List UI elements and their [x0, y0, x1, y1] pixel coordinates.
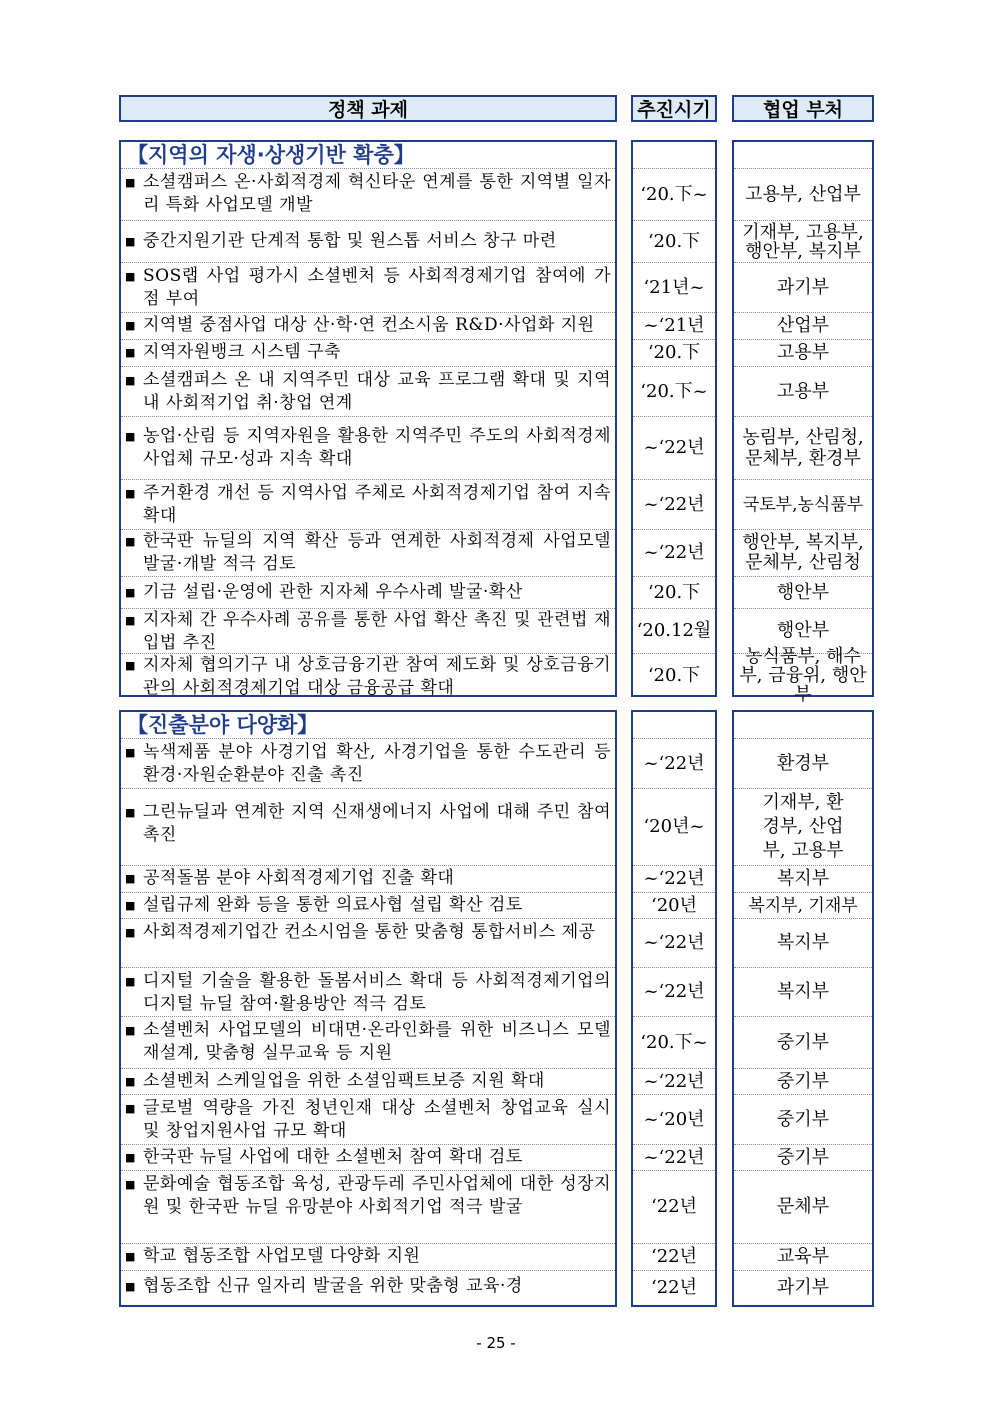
dept-cell — [734, 480, 872, 530]
dept-cell — [734, 340, 872, 367]
task-text: 기금 설립·운영에 관한 지자체 우수사례 발굴·확산 — [143, 582, 523, 602]
table-row — [121, 739, 615, 789]
dept-text: 고용부 — [776, 380, 830, 402]
timing-text: ~‘22년 — [643, 752, 705, 774]
dept-text: 중기부 — [776, 1108, 830, 1130]
bullet-icon: ■ — [125, 1250, 136, 1263]
bullet-icon: ■ — [125, 487, 136, 500]
task-text: 협동조합 신규 일자리 발굴을 위한 맞춤형 교육·경 — [143, 1276, 523, 1296]
page-number: - 25 - — [476, 1334, 516, 1352]
section-2-dept-column — [732, 710, 874, 1307]
dept-text: 중기부 — [776, 1031, 830, 1053]
section-1-dept-column — [732, 140, 874, 705]
blank-cell — [633, 142, 715, 169]
task-text: 지역별 중점사업 대상 산·학·연 컨소시움 R&D·사업화 지원 — [143, 315, 595, 335]
table-row — [121, 221, 615, 263]
table-row — [121, 367, 615, 417]
bullet-icon: ■ — [125, 235, 136, 248]
task-text: 소셜캠퍼스 온·사회적경제 혁신타운 연계를 통한 지역별 일자리 특화 사업모델 개발 — [143, 172, 611, 215]
dept-text: 복지부 — [776, 932, 830, 953]
bullet-icon: ■ — [125, 319, 136, 332]
bullet-icon: ■ — [125, 586, 136, 599]
bullet-icon: ■ — [125, 899, 136, 912]
timing-cell — [633, 1171, 715, 1244]
dept-text: 행안부 — [776, 620, 830, 641]
bullet-icon: ■ — [125, 975, 136, 988]
dept-text: 교육부 — [776, 1246, 830, 1267]
task-text: 공적돌봄 분야 사회적경제기업 진출 확대 — [143, 868, 455, 888]
timing-text: ‘20년 — [650, 894, 697, 916]
dept-cell — [734, 1069, 872, 1095]
bullet-icon: ■ — [125, 374, 136, 387]
dept-text: 문체부 — [776, 1196, 830, 1217]
timing-text: ~‘22년 — [643, 1070, 705, 1092]
task-text: 한국판 뉴딜 사업에 대한 소셜벤처 참여 확대 검토 — [143, 1147, 523, 1167]
bullet-icon: ■ — [125, 1280, 136, 1293]
bullet-icon: ■ — [125, 1151, 136, 1164]
bullet-icon: ■ — [125, 614, 136, 627]
dept-cell — [734, 1244, 872, 1271]
timing-cell — [633, 480, 715, 530]
dept-cell — [734, 313, 872, 340]
blank-cell — [734, 142, 872, 169]
table-row — [121, 480, 615, 530]
task-text: 학교 협동조합 사업모델 다양화 지원 — [143, 1246, 421, 1266]
timing-cell — [633, 169, 715, 221]
table-row — [121, 654, 615, 697]
dept-cell — [734, 1171, 872, 1244]
task-text: 사회적경제기업간 컨소시엄을 통한 맞춤형 통합서비스 제공 — [143, 922, 596, 942]
task-text: 지자체 간 우수사례 공유를 통한 사업 확산 촉진 및 관련법 재입법 추진 — [143, 610, 611, 653]
dept-cell — [734, 866, 872, 893]
dept-text: 복지부, 기재부 — [748, 895, 858, 916]
bullet-icon: ■ — [125, 270, 136, 283]
timing-cell — [633, 1244, 715, 1271]
table-row — [121, 1244, 615, 1271]
bullet-icon: ■ — [125, 806, 136, 819]
dept-text: 과기부 — [776, 1277, 830, 1298]
timing-cell — [633, 417, 715, 480]
bullet-icon: ■ — [125, 1102, 136, 1115]
dept-cell — [734, 919, 872, 968]
section-title: 【지역의 자생·상생기반 확충】 — [121, 142, 615, 169]
timing-text: ‘22년 — [650, 1196, 697, 1217]
timing-cell — [633, 919, 715, 968]
timing-cell — [633, 340, 715, 367]
bullet-icon: ■ — [125, 430, 136, 443]
timing-cell — [633, 313, 715, 340]
timing-text: ~‘22년 — [643, 932, 705, 953]
timing-cell — [633, 1017, 715, 1069]
timing-cell — [633, 530, 715, 577]
timing-text: ‘20.下~ — [640, 183, 708, 205]
dept-cell — [734, 367, 872, 417]
timing-text: ~‘22년 — [643, 981, 705, 1002]
timing-cell — [633, 221, 715, 263]
header-timing: 추진시기 — [631, 95, 717, 122]
table-row — [121, 893, 615, 919]
bullet-icon: ■ — [125, 926, 136, 939]
dept-cell — [734, 263, 872, 313]
task-text: 한국판 뉴딜의 지역 확산 등과 연계한 사회적경제 사업모델 발굴·개발 적극 검토 — [143, 531, 611, 574]
dept-cell — [734, 1271, 872, 1305]
dept-cell — [734, 417, 872, 480]
timing-cell — [633, 1095, 715, 1145]
table-row — [121, 417, 615, 480]
dept-cell — [734, 530, 872, 577]
timing-text: ‘22년 — [650, 1277, 697, 1298]
timing-text: ~‘21년 — [643, 315, 705, 336]
blank-cell — [734, 712, 872, 739]
section-2-task-column — [119, 710, 617, 1307]
timing-text: ~‘22년 — [643, 1146, 705, 1168]
timing-cell — [633, 1271, 715, 1305]
table-row — [121, 169, 615, 221]
timing-text: ‘20.下~ — [640, 1031, 708, 1053]
task-text: 그린뉴딜과 연계한 지역 신재생에너지 사업에 대해 주민 참여 촉진 — [143, 802, 611, 845]
table-row — [121, 1271, 615, 1305]
bullet-icon: ■ — [125, 1024, 136, 1037]
table-row — [121, 1017, 615, 1069]
bullet-icon: ■ — [125, 746, 136, 759]
dept-text: 환경부 — [776, 752, 830, 774]
timing-text: ~‘22년 — [643, 437, 705, 458]
task-text: SOS랩 사업 평가시 소셜벤처 등 사회적경제기업 참여에 가점 부여 — [143, 266, 611, 309]
dept-cell — [734, 646, 872, 705]
timing-text: ~‘22년 — [643, 868, 705, 889]
timing-cell — [633, 609, 715, 654]
bullet-icon: ■ — [125, 346, 136, 359]
timing-cell — [633, 367, 715, 417]
dept-text: 과기부 — [776, 276, 830, 298]
timing-cell — [633, 968, 715, 1017]
task-text: 녹색제품 분야 사경기업 확산, 사경기업을 통한 수도관리 등 환경·자원순환분야 진출 촉진 — [143, 742, 611, 785]
section-1-timing-column — [631, 140, 717, 697]
timing-text: ‘21년~ — [643, 276, 705, 298]
timing-text: ~‘22년 — [643, 542, 705, 563]
bullet-icon: ■ — [125, 535, 136, 548]
table-row — [121, 1095, 615, 1145]
bullet-icon: ■ — [125, 1178, 136, 1191]
dept-text: 중기부 — [776, 1070, 830, 1092]
dept-cell — [734, 968, 872, 1017]
task-text: 디지털 기술을 활용한 돌봄서비스 확대 등 사회적경제기업의 디지털 뉴딜 참여·활용방안 적극 검토 — [143, 971, 611, 1014]
timing-cell — [633, 739, 715, 789]
table-row — [121, 1145, 615, 1171]
table-row — [121, 577, 615, 609]
task-text: 소셜캠퍼스 온 내 지역주민 대상 교육 프로그램 확대 및 지역 내 사회적기업 취·창업 연계 — [143, 370, 611, 413]
task-text: 글로벌 역량을 가진 청년인재 대상 소셜벤처 창업교육 실시 및 창업지원사업 규모 확대 — [143, 1098, 611, 1141]
dept-text: 농식품부, 해수부, 금융위, 행안부 — [739, 646, 867, 705]
dept-text: 중기부 — [776, 1146, 830, 1168]
table-row — [121, 789, 615, 866]
dept-cell — [734, 169, 872, 221]
dept-text: 복지부 — [776, 868, 830, 889]
task-text: 농업·산림 등 지역자원을 활용한 지역주민 주도의 사회적경제 사업체 규모·성과 지속 확대 — [143, 426, 611, 469]
dept-cell — [734, 1017, 872, 1069]
dept-text: 농림부, 산림청, 문체부, 환경부 — [742, 427, 864, 469]
timing-cell — [633, 263, 715, 313]
dept-text: 산업부 — [776, 315, 830, 336]
bullet-icon: ■ — [125, 1075, 136, 1088]
dept-cell — [734, 1145, 872, 1171]
timing-text: ‘22년 — [650, 1246, 697, 1267]
timing-cell — [633, 789, 715, 866]
dept-text: 고용부, 산업부 — [745, 183, 861, 205]
table-row — [121, 919, 615, 968]
dept-cell — [734, 1095, 872, 1145]
dept-text: 복지부 — [776, 981, 830, 1002]
section-1-task-column — [119, 140, 617, 697]
dept-text: 행안부 — [776, 581, 830, 603]
table-row — [121, 530, 615, 577]
header-task: 정책 과제 — [119, 95, 617, 122]
timing-text: ‘20년~ — [643, 816, 705, 837]
timing-text: ~‘22년 — [643, 493, 705, 515]
task-text: 주거환경 개선 등 지역사업 주체로 사회적경제기업 참여 지속 확대 — [143, 483, 611, 526]
table-row — [121, 340, 615, 367]
bullet-icon: ■ — [125, 176, 136, 189]
table-row — [121, 313, 615, 340]
timing-cell — [633, 866, 715, 893]
table-row — [121, 609, 615, 654]
task-text: 설립규제 완화 등을 통한 의료사협 설립 확산 검토 — [143, 895, 523, 915]
dept-text: 행안부, 복지부, 문체부, 산림청 — [742, 532, 864, 573]
dept-cell — [734, 221, 872, 263]
table-row — [121, 866, 615, 893]
dept-text: 기재부, 고용부, 행안부, 복지부 — [742, 221, 864, 262]
timing-cell — [633, 893, 715, 919]
task-text: 소셜벤처 사업모델의 비대면·온라인화를 위한 비즈니스 모델 재설계, 맞춤형 실무교육 등 지원 — [143, 1020, 611, 1063]
task-text: 소셜벤처 스케일업을 위한 소셜임팩트보증 지원 확대 — [143, 1071, 545, 1091]
blank-cell — [633, 712, 715, 739]
timing-text: ‘20.12월 — [636, 620, 712, 641]
timing-text: ‘20.下 — [647, 664, 701, 686]
section-2-timing-column — [631, 710, 717, 1307]
table-row — [121, 1171, 615, 1244]
task-text: 문화예술 협동조합 육성, 관광두레 주민사업체에 대한 성장지원 및 한국판 뉴딜 유망분야 사회적기업 적극 발굴 — [143, 1174, 611, 1217]
header-dept: 협업 부처 — [732, 95, 874, 122]
dept-cell — [734, 789, 872, 866]
dept-cell — [734, 739, 872, 789]
dept-cell — [734, 893, 872, 919]
table-row — [121, 968, 615, 1017]
timing-cell — [633, 577, 715, 609]
table-row — [121, 1069, 615, 1095]
task-text: 중간지원기관 단계적 통합 및 원스톱 서비스 창구 마련 — [143, 231, 557, 251]
timing-text: ‘20.下~ — [640, 380, 708, 402]
timing-text: ‘20.下 — [647, 230, 701, 252]
dept-text: 기재부, 환경부, 산업부, 고용부 — [762, 792, 844, 861]
timing-cell — [633, 654, 715, 697]
timing-text: ‘20.下 — [647, 581, 701, 603]
section-title: 【진출분야 다양화】 — [121, 712, 615, 739]
bullet-icon: ■ — [125, 659, 136, 672]
bullet-icon: ■ — [125, 872, 136, 885]
task-text: 지역자원뱅크 시스템 구축 — [143, 342, 341, 362]
timing-text: ‘20.下 — [647, 342, 701, 363]
timing-text: ~‘20년 — [643, 1108, 705, 1130]
dept-text: 국토부,농식품부 — [742, 494, 864, 515]
dept-cell — [734, 577, 872, 609]
task-text: 지자체 협의기구 내 상호금융기관 참여 제도화 및 상호금융기관의 사회적경제기업 대상 금융공급 확대 — [143, 655, 611, 698]
timing-cell — [633, 1145, 715, 1171]
dept-text: 고용부 — [776, 342, 830, 363]
table-row — [121, 263, 615, 313]
timing-cell — [633, 1069, 715, 1095]
